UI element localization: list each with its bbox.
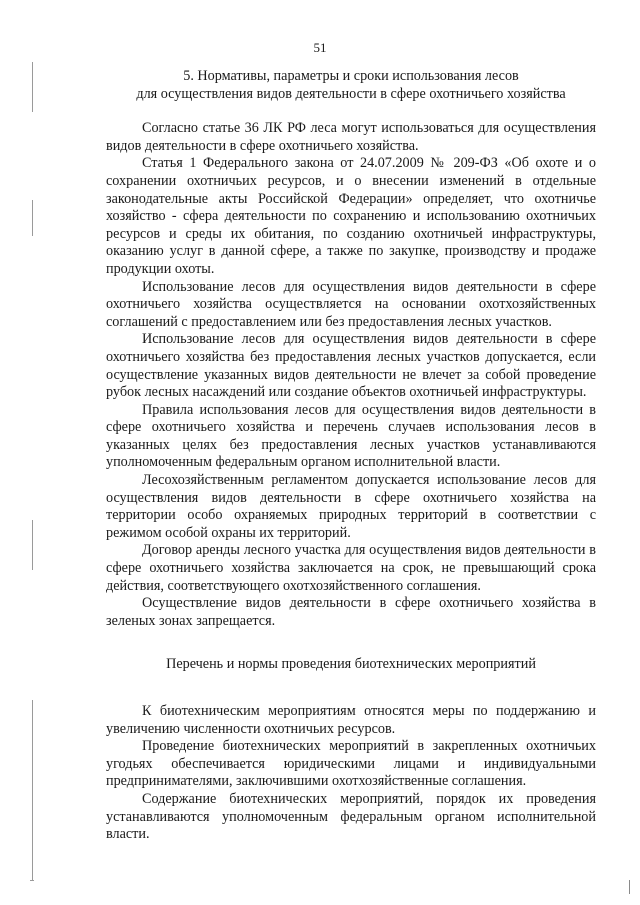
paragraph: Статья 1 Федерального закона от 24.07.2009 № 209-ФЗ «Об охоте и о сохранении охотничьих ресурсов, и о внесении изменений в отдельные законодательные акты Российской Федерации» определяет, что охотничье хозяйство - сфера деятельности по сохранению и использованию охотничьих ресурсов и среды их обитания, по созданию охотничьей инфраструктуры, оказанию услуг в данной сфере, а также по закупке, производству и продаже продукции охоты. [106, 155, 596, 277]
scan-margin-line [32, 200, 33, 236]
scan-margin-line [32, 520, 33, 570]
scan-margin-line [32, 700, 33, 880]
paragraph: Осуществление видов деятельности в сфере охотничьего хозяйства в зеленых зонах запрещается. [106, 595, 596, 629]
paragraph: Лесохозяйственным регламентом допускается использование лесов для осуществления видов деятельности в сфере охотничьего хозяйства на территории особо охраняемых природных территорий в соответствии с режимом особой охраны их территорий. [106, 472, 596, 541]
section-heading [106, 68, 596, 103]
scan-right-mark [629, 880, 630, 894]
scan-margin-tick [30, 880, 34, 881]
paragraph: К биотехническим мероприятиям относятся меры по поддержанию и увеличению численности охотничьих ресурсов. [106, 703, 596, 737]
document-body [106, 68, 596, 844]
page-number: 51 [313, 40, 327, 55]
paragraph: Правила использования лесов для осуществления видов деятельности в сфере охотничьего хозяйства и перечень случаев использования лесов в указанных целях без предоставления лесных участков устанавливаются уполномоченным федеральным органом исполнительной власти. [106, 401, 596, 471]
scan-margin-line [32, 62, 33, 112]
paragraph: Проведение биотехнических мероприятий в закрепленных охотничьих угодьях обеспечивается юридическими лицами и индивидуальными предпринимателями, заключившими охотхозяйственные соглашения. [106, 738, 596, 790]
paragraph: Согласно статье 36 ЛК РФ леса могут использоваться для осуществления видов деятельности в сфере охотничьего хозяйства. [106, 120, 596, 154]
section-heading-line: 5. Нормативы, параметры и сроки использования лесов [183, 68, 519, 84]
paragraph: Использование лесов для осуществления видов деятельности в сфере охотничьего хозяйства без предоставления лесных участков допускается, если осуществление указанных видов деятельности не влечет за собой проведение рубок лесных насаждений или создание объектов охотничьей инфраструктуры. [106, 331, 596, 401]
paragraph: Договор аренды лесного участка для осуществления видов деятельности в сфере охотничьего хозяйства заключается на срок, не превышающий срока действия, соответствующего охотхозяйственного соглашения. [106, 542, 596, 594]
paragraph: Содержание биотехнических мероприятий, порядок их проведения устанавливаются уполномоченным федеральным органом исполнительной власти. [106, 790, 596, 843]
subsection-heading: Перечень и нормы проведения биотехнических мероприятий [166, 656, 536, 673]
section-heading-line: для осуществления видов деятельности в сфере охотничьего хозяйства [136, 85, 566, 102]
paragraph: Использование лесов для осуществления видов деятельности в сфере охотничьего хозяйства осуществляется на основании охотхозяйственных соглашений с предоставлением или без предоставления лесных участков. [106, 278, 596, 330]
